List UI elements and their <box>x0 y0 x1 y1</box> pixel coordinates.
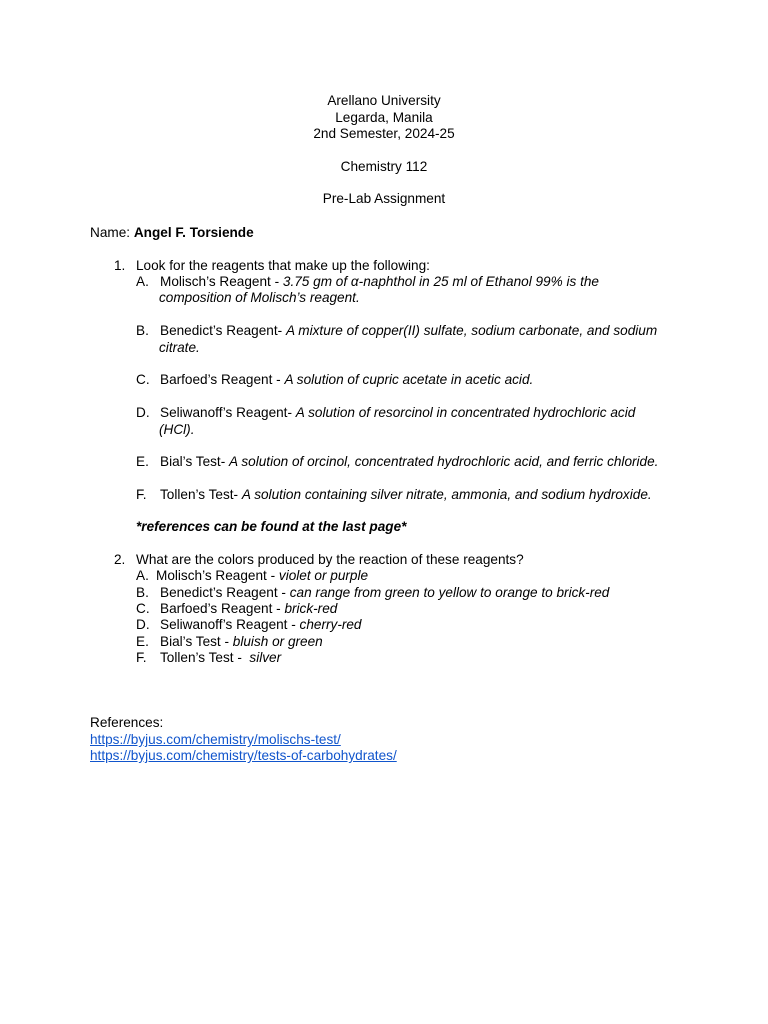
q1-item-b-letter: B. <box>136 323 149 338</box>
q1-item-f-label: Tollen’s Test- <box>160 487 242 502</box>
q2-item-f-letter: F. <box>136 650 147 665</box>
q1-item-d-letter: D. <box>136 405 150 420</box>
q1-item-f <box>136 486 652 503</box>
student-name: Angel F. Torsiende <box>133 225 254 240</box>
q2-item-d-answer: cherry-red <box>299 617 362 632</box>
q2-item-d-label: Seliwanoff’s Reagent - <box>160 617 300 632</box>
q1-item-d <box>136 404 635 421</box>
q2-item-f-label: Tollen’s Test - <box>160 650 250 665</box>
q2-item-a <box>136 567 368 584</box>
assignment-title: Pre-Lab Assignment <box>322 191 446 206</box>
reference-link-1-line <box>90 731 341 748</box>
q2-item-c-letter: C. <box>136 601 150 616</box>
university-name: Arellano University <box>327 93 441 108</box>
references-note: *references can be found at the last page* <box>136 519 407 534</box>
semester: 2nd Semester, 2024-25 <box>313 126 455 141</box>
question-1-text: Look for the reagents that make up the following: <box>136 258 430 273</box>
q1-item-c <box>136 371 533 388</box>
q2-item-f-answer: silver <box>249 650 282 665</box>
q1-item-c-answer: A solution of cupric acetate in acetic acid. <box>284 372 534 387</box>
q1-item-f-answer: A solution containing silver nitrate, ammonia, and sodium hydroxide. <box>241 487 652 502</box>
q1-item-d-answer-cont: (HCl). <box>159 422 195 437</box>
q1-item-e <box>136 453 658 470</box>
q1-item-b-answer-cont: citrate. <box>159 340 200 355</box>
references-heading: References: <box>90 715 164 730</box>
q1-item-f-letter: F. <box>136 487 147 502</box>
q1-item-b-answer: A mixture of copper(II) sulfate, sodium carbonate, and sodium <box>285 323 658 338</box>
q1-item-c-label: Barfoed’s Reagent - <box>160 372 285 387</box>
q1-item-b <box>136 322 657 339</box>
course-title: Chemistry 112 <box>340 159 428 174</box>
q1-item-b-label: Benedict’s Reagent- <box>160 323 286 338</box>
q1-item-e-label: Bial’s Test- <box>160 454 230 469</box>
q2-item-b-answer: can range from green to yellow to orange to brick-red <box>289 585 610 600</box>
q2-item-b <box>136 584 609 601</box>
university-location: Legarda, Manila <box>335 110 433 125</box>
q2-item-b-label: Benedict’s Reagent - <box>160 585 290 600</box>
q1-item-d-answer: A solution of resorcinol in concentrated hydrochloric acid <box>295 405 636 420</box>
q1-item-c-letter: C. <box>136 372 150 387</box>
q2-item-f <box>136 649 281 666</box>
reference-link-molischs-test[interactable]: https://byjus.com/chemistry/molischs-test/ <box>90 732 341 747</box>
q1-item-e-answer: A solution of orcinol, concentrated hydrochloric acid, and ferric chloride. <box>229 454 659 469</box>
q1-item-a-answer-cont: composition of Molisch’s reagent. <box>159 290 360 305</box>
q2-item-c <box>136 600 337 617</box>
q1-item-a-answer: 3.75 gm of α-naphthol in 25 ml of Ethanol 99% is the <box>282 274 599 289</box>
q1-item-e-letter: E. <box>136 454 149 469</box>
q2-item-e-letter: E. <box>136 634 149 649</box>
q1-item-d-label: Seliwanoff’s Reagent- <box>160 405 296 420</box>
q2-item-d <box>136 616 362 633</box>
q1-item-a-label: Molisch’s Reagent - <box>160 274 283 289</box>
question-1-number: 1. <box>114 258 126 273</box>
q2-item-a-label: Molisch’s Reagent - <box>156 568 279 583</box>
q2-item-e-label: Bial’s Test - <box>160 634 233 649</box>
q1-item-a-letter: A. <box>136 274 149 289</box>
q1-item-a <box>136 273 599 290</box>
reference-link-2-line <box>90 747 397 764</box>
q2-item-d-letter: D. <box>136 617 150 632</box>
question-2 <box>114 551 524 568</box>
question-1 <box>114 257 430 274</box>
question-2-number: 2. <box>114 552 126 567</box>
question-2-text: What are the colors produced by the reaction of these reagents? <box>136 552 524 567</box>
q2-item-a-letter: A. <box>136 568 149 583</box>
q2-item-c-label: Barfoed’s Reagent - <box>160 601 285 616</box>
reference-link-tests-of-carbohydrates[interactable]: https://byjus.com/chemistry/tests-of-carbohydrates/ <box>90 748 397 763</box>
q2-item-b-letter: B. <box>136 585 149 600</box>
q2-item-e <box>136 633 323 650</box>
name-label: Name: <box>90 225 134 240</box>
q2-item-e-answer: bluish or green <box>232 634 323 649</box>
q2-item-c-answer: brick-red <box>284 601 338 616</box>
name-line <box>90 224 254 241</box>
q2-item-a-answer: violet or purple <box>278 568 369 583</box>
